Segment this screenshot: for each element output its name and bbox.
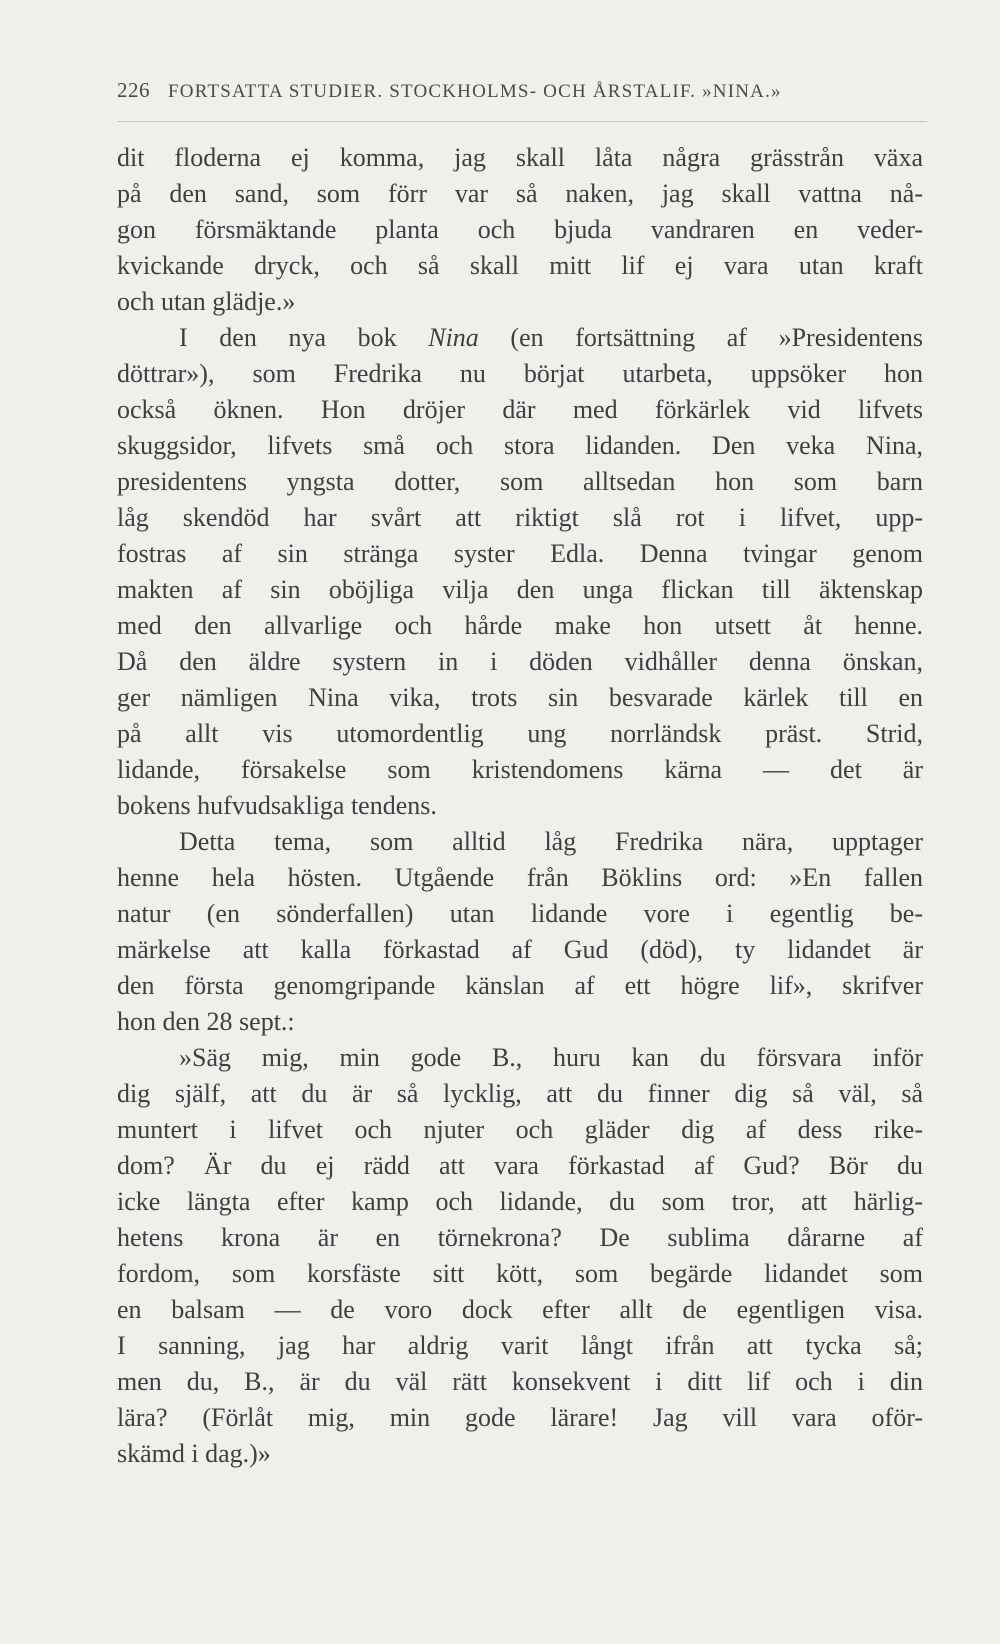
text-line: henne hela hösten. Utgående från Böklins ord: »En fallen bbox=[117, 863, 923, 892]
text-line: också öknen. Hon dröjer där med förkärlek vid lifvets bbox=[117, 395, 923, 424]
text-line: icke längta efter kamp och lidande, du som tror, att härlig- bbox=[117, 1187, 923, 1216]
text-line: men du, B., är du väl rätt konsekvent i ditt lif och i din bbox=[117, 1367, 923, 1396]
text-line: låg skendöd har svårt att riktigt slå rot i lifvet, upp- bbox=[117, 503, 923, 532]
text-line: natur (en sönderfallen) utan lidande vore i egentlig be- bbox=[117, 899, 923, 928]
body-text bbox=[117, 140, 923, 1472]
text-line: makten af sin oböjliga vilja den unga flickan till äktenskap bbox=[117, 575, 923, 604]
text-line: kvickande dryck, och så skall mitt lif ej vara utan kraft bbox=[117, 251, 923, 280]
text-line: gon försmäktande planta och bjuda vandraren en veder- bbox=[117, 215, 923, 244]
text-line: dit floderna ej komma, jag skall låta några grässtrån växa bbox=[117, 143, 923, 172]
text-line: med den allvarlige och hårde make hon utsett åt henne. bbox=[117, 611, 923, 640]
text-line: hon den 28 sept.: bbox=[117, 1007, 295, 1036]
running-header bbox=[117, 78, 929, 103]
text-line: Då den äldre systern in i döden vidhåller denna önskan, bbox=[117, 647, 923, 676]
text-line: dig själf, att du är så lycklig, att du finner dig så väl, så bbox=[117, 1079, 923, 1108]
text-line: »Säg mig, min gode B., huru kan du försvara inför bbox=[179, 1043, 923, 1072]
text-line: en balsam — de voro dock efter allt de egentligen visa. bbox=[117, 1295, 923, 1324]
text-line: lidande, försakelse som kristendomens kärna — det är bbox=[117, 755, 923, 784]
text-line: presidentens yngsta dotter, som alltsedan hon som barn bbox=[117, 467, 923, 496]
text-line: muntert i lifvet och njuter och gläder dig af dess rike- bbox=[117, 1115, 923, 1144]
text-segment: I den nya bok bbox=[179, 323, 429, 352]
text-line: dom? Är du ej rädd att vara förkastad af Gud? Bör du bbox=[117, 1151, 923, 1180]
text-line: Detta tema, som alltid låg Fredrika nära, upptager bbox=[179, 827, 923, 856]
text-line: fostras af sin stränga syster Edla. Denna tvingar genom bbox=[117, 539, 923, 568]
text-line: skämd i dag.)» bbox=[117, 1439, 271, 1468]
text-line: märkelse att kalla förkastad af Gud (död), ty lidandet är bbox=[117, 935, 923, 964]
book-title: Nina bbox=[428, 323, 479, 352]
text-line: och utan glädje.» bbox=[117, 287, 296, 316]
running-title: FORTSATTA STUDIER. STOCKHOLMS- OCH ÅRSTALIF. »NINA.» bbox=[168, 81, 782, 102]
text-line: döttrar»), som Fredrika nu börjat utarbeta, uppsöker hon bbox=[117, 359, 923, 388]
text-line: fordom, som korsfäste sitt kött, som begärde lidandet som bbox=[117, 1259, 923, 1288]
text-line: på den sand, som förr var så naken, jag skall vattna nå- bbox=[117, 179, 923, 208]
text-line: den första genomgripande känslan af ett högre lif», skrifver bbox=[117, 971, 923, 1000]
text-line: skuggsidor, lifvets små och stora lidanden. Den veka Nina, bbox=[117, 431, 923, 460]
text-line: ger nämligen Nina vika, trots sin besvarade kärlek till en bbox=[117, 683, 923, 712]
text-line: I sanning, jag har aldrig varit långt ifrån att tycka så; bbox=[117, 1331, 923, 1360]
text-line: bokens hufvudsakliga tendens. bbox=[117, 791, 437, 820]
header-rule bbox=[117, 121, 927, 122]
text-segment: (en fortsättning af »Presidentens bbox=[478, 323, 923, 352]
text-line bbox=[117, 320, 923, 356]
page-number: 226 bbox=[117, 78, 150, 102]
text-line: på allt vis utomordentlig ung norrländsk präst. Strid, bbox=[117, 719, 923, 748]
text-line: hetens krona är en törnekrona? De sublima dårarne af bbox=[117, 1223, 923, 1252]
text-line: lära? (Förlåt mig, min gode lärare! Jag vill vara oför- bbox=[117, 1403, 923, 1432]
